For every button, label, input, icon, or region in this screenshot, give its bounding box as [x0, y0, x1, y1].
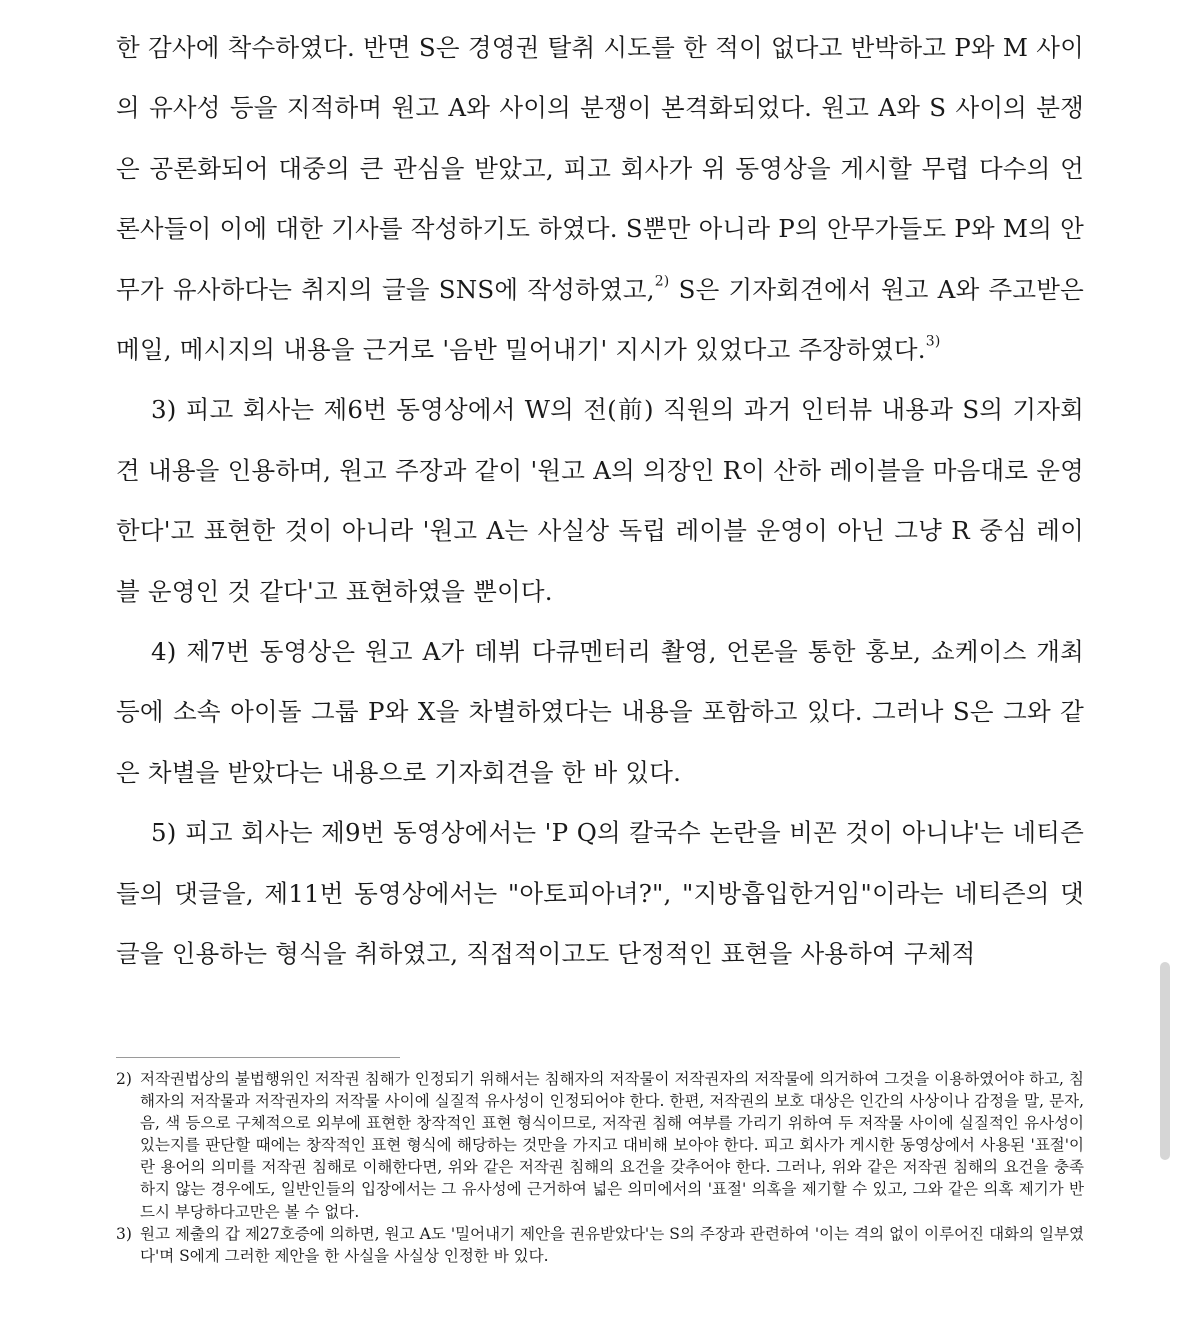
- footnote-ref-2[interactable]: 2): [654, 273, 670, 290]
- paragraph-1-text: 한 감사에 착수하였다. 반면 S은 경영권 탈취 시도를 한 적이 없다고 반박하고 P와 M 사이의 유사성 등을 지적하며 원고 A와 사이의 분쟁이 본격화되었다. 원고 A와 S 사이의 분쟁은 공론화되어 대중의 큰 관심을 받았고, 피고 회사가 위 동영상을 게시할 무렵 다수의 언론사들이 이에 대한 기사를 작성하기도 하였다. S뿐만 아니라 P의 안무가들도 P와 M의 안무가 유사하다는 취지의 글을 SNS에 작성하였고,: [116, 33, 1084, 304]
- footnote-3: [116, 1223, 1084, 1267]
- paragraph-3: 4) 제7번 동영상은 원고 A가 데뷔 다큐멘터리 촬영, 언론을 통한 홍보, 쇼케이스 개최 등에 소속 아이돌 그룹 P와 X을 차별하였다는 내용을 포함하고 있다. 그러나 S은 그와 같은 차별을 받았다는 내용으로 기자회견을 한 바 있다.: [116, 637, 1084, 787]
- document-body: [116, 18, 1084, 985]
- paragraph-1-text-cont: S은 기자회견에서 원고 A와 주고받은 메일, 메시지의 내용을 근거로 '음반 밀어내기' 지시가 있었다고 주장하였다.: [116, 274, 1084, 365]
- paragraph-4: 5) 피고 회사는 제9번 동영상에서는 'P Q의 칼국수 논란을 비꼰 것이 아니냐'는 네티즌들의 댓글을, 제11번 동영상에서는 "아토피아녀?", "지방흡입한거임"이라는 네티즌의 댓글을 인용하는 형식을 취하였고, 직접적이고도 단정적인 표현을 사용하여 구체적: [116, 818, 1084, 969]
- footnote-text: 원고 제출의 갑 제27호증에 의하면, 원고 A도 '밀어내기 제안을 권유받았다'는 S의 주장과 관련하여 '이는 격의 없이 이루어진 대화의 일부였다'며 S에게 그러한 제안을 한 사실을 사실상 인정한 바 있다.: [140, 1224, 1084, 1265]
- footnote-ref-3[interactable]: 3): [925, 333, 941, 350]
- footnote-number: 3): [116, 1224, 132, 1243]
- footnote-2: [116, 1068, 1084, 1223]
- paragraph-2: 3) 피고 회사는 제6번 동영상에서 W의 전(前) 직원의 과거 인터뷰 내용과 S의 기자회견 내용을 인용하며, 원고 주장과 같이 '원고 A의 의장인 R이 산하 레이블을 마음대로 운영한다'고 표현한 것이 아니라 '원고 A는 사실상 독립 레이블 운영이 아닌 그냥 R 중심 레이블 운영인 것 같다'고 표현하였을 뿐이다.: [116, 395, 1084, 606]
- vertical-scrollbar-thumb[interactable]: [1160, 962, 1170, 1160]
- paragraph-1: [116, 18, 1084, 380]
- footnote-number: 2): [116, 1070, 132, 1088]
- footnotes: [116, 1068, 1084, 1267]
- footnote-text: 저작권법상의 불법행위인 저작권 침해가 인정되기 위해서는 침해자의 저작물이 저작권자의 저작물에 의거하여 그것을 이용하였어야 하고, 침해자의 저작물과 저작권자의 저작물 사이에 실질적 유사성이 인정되어야 한다. 한편, 저작권의 보호 대상은 인간의 사상이나 감정을 말, 문자, 음, 색 등으로 구체적으로 외부에 표현한 창작적인 표현 형식이므로, 저작권 침해 여부를 가리기 위하여 두 저작물 사이에 실질적인 유사성이 있는지를 판단할 때에는 창작적인 표현 형식에 해당하는 것만을 가지고 대비해 보아야 한다. 피고 회사가 게시한 동영상에서 사용된 '표절'이란 용어의 의미를 저작권 침해로 이해한다면, 위와 같은 저작권 침해의 요건을 갖추어야 한다. 그러나, 위와 같은 저작권 침해의 요건을 충족하지 않는 경우에도, 일반인들의 입장에서는 그 유사성에 근거하여 넓은 의미에서의 '표절' 의혹을 제기할 수 있고, 그와 같은 의혹 제기가 반드시 부당하다고만은 볼 수 없다.: [140, 1070, 1084, 1221]
- footnote-separator: [116, 1057, 400, 1058]
